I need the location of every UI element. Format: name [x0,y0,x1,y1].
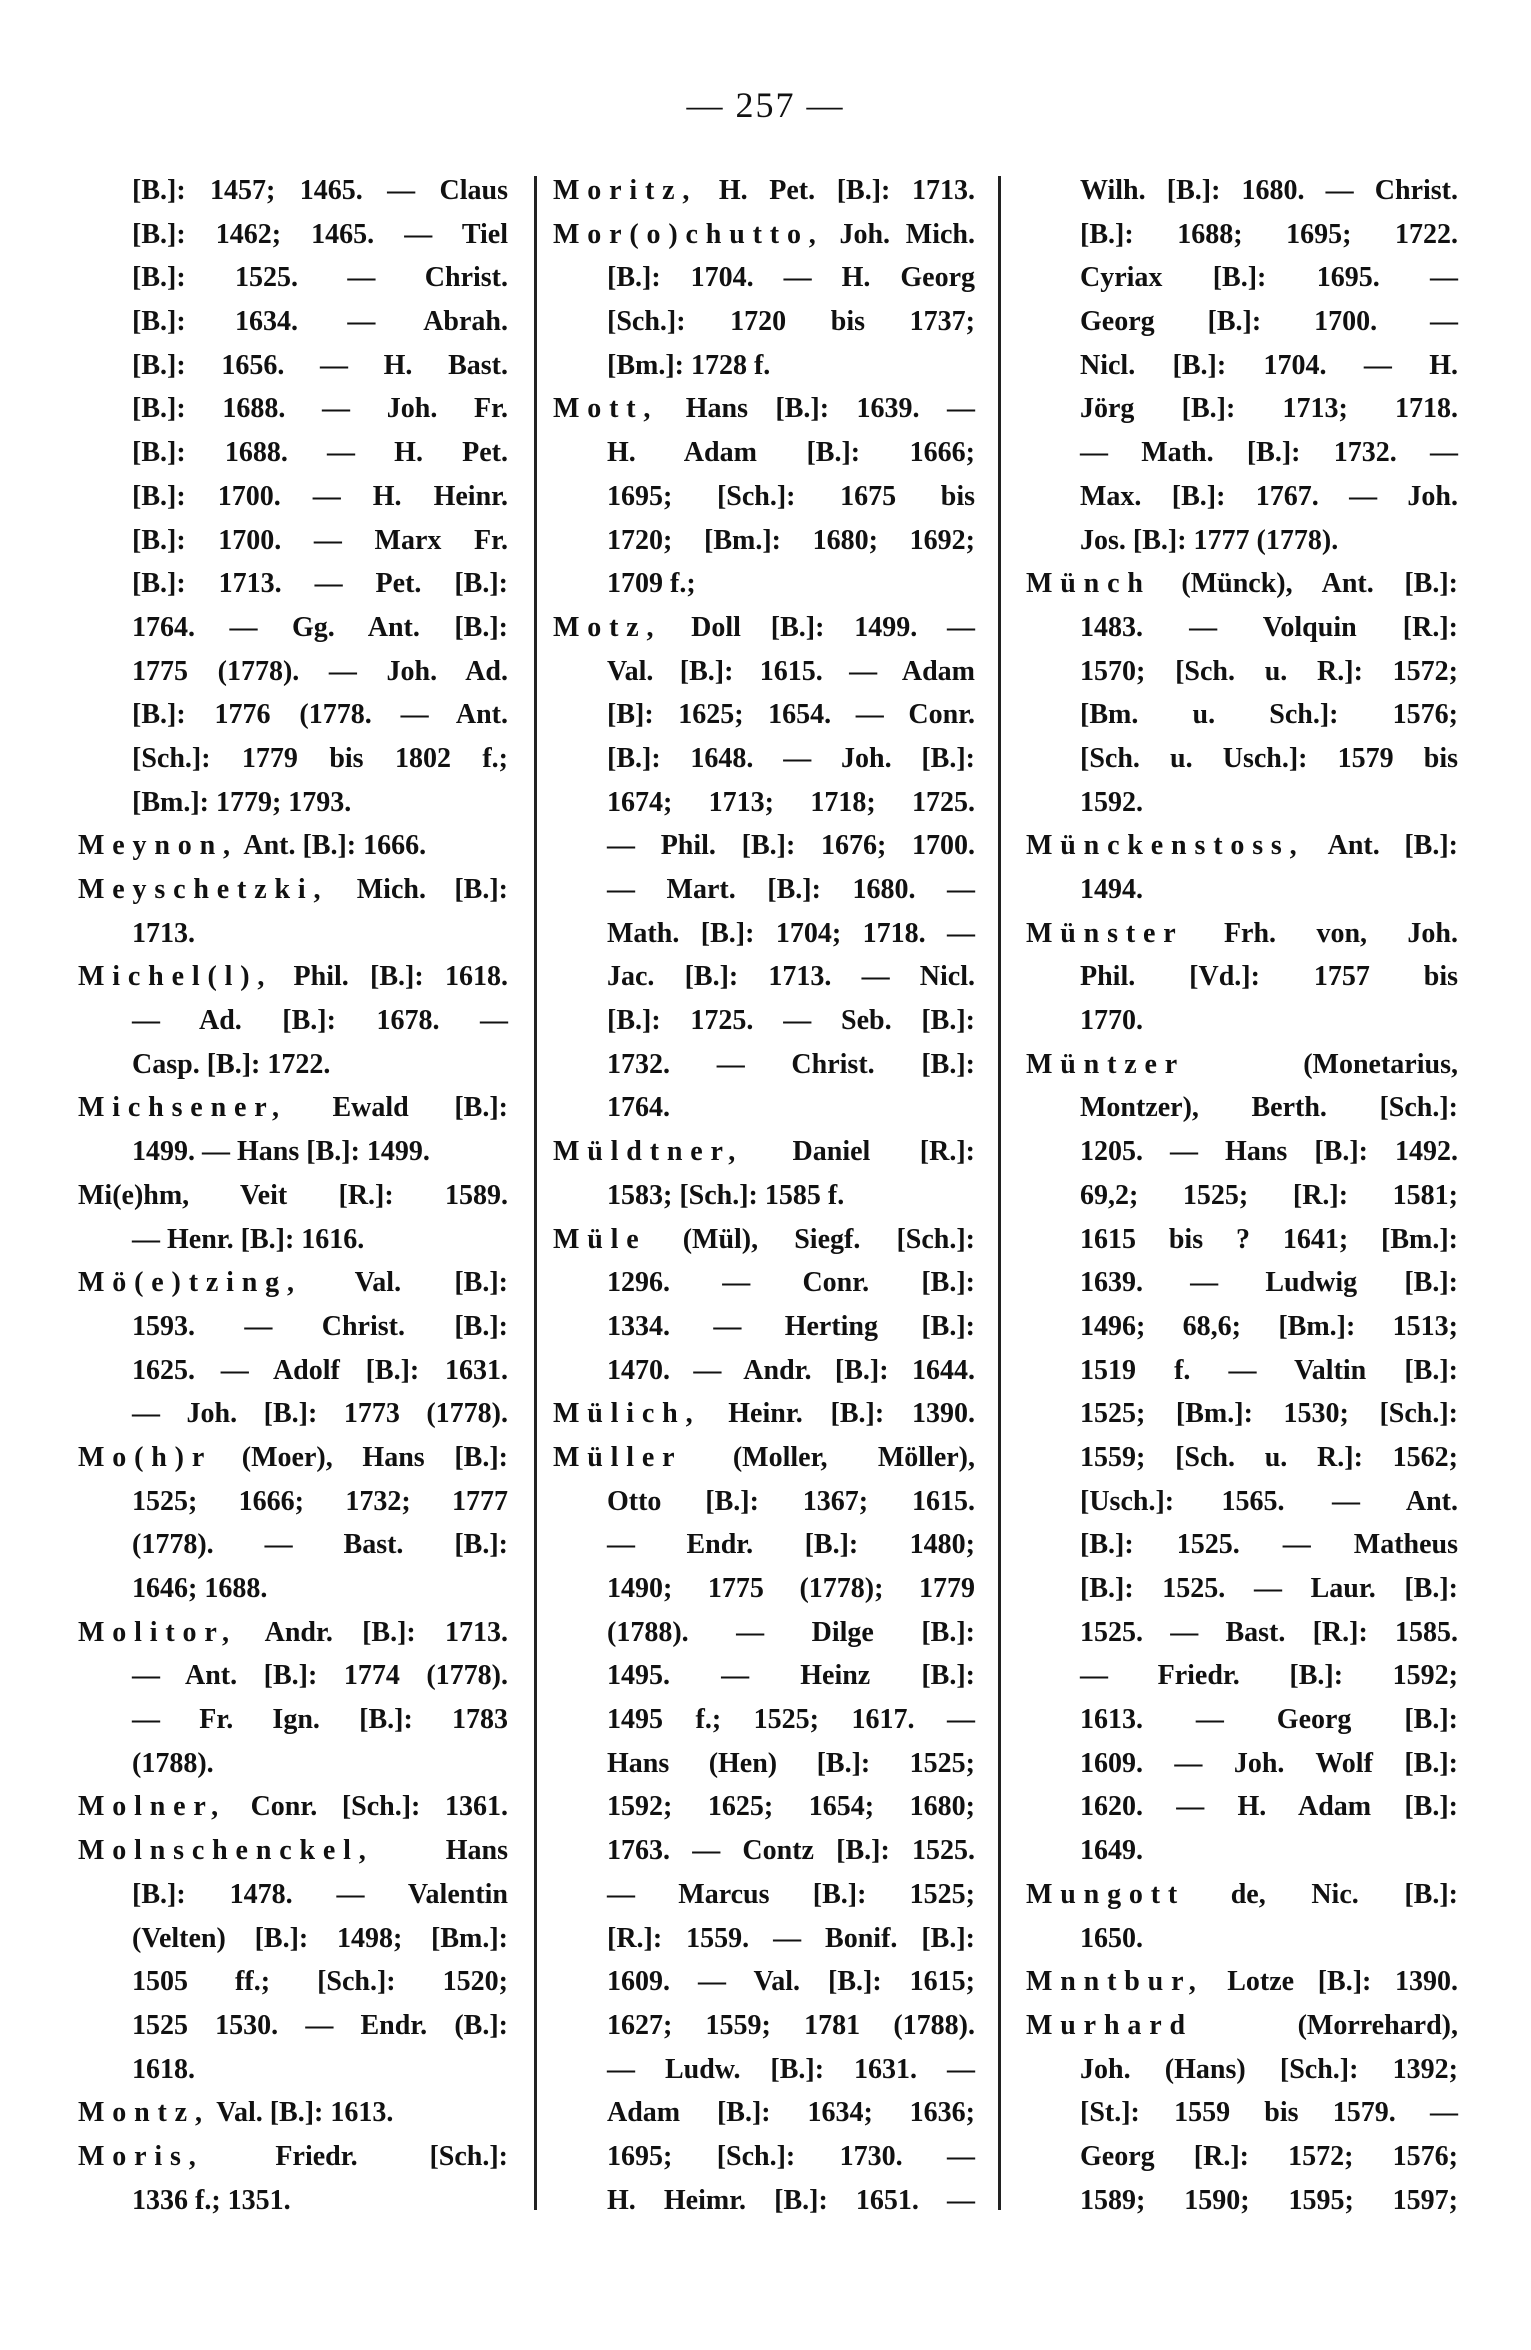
entry-surname: Moritz, [553,175,698,206]
entry-line: [B.]: 1688. — Joh. Fr. [132,393,508,425]
entry-text: 1583; [Sch.]: 1585 f. [607,1179,845,1211]
entry-line: Georg [R.]: 1572; 1576; [1080,2140,1458,2172]
entry-line: [B.]: 1525. — Christ. [132,262,508,294]
entry-line: Math. [B.]: 1704; 1718. — [607,917,975,949]
entry-line: Wilh. [B.]: 1680. — Christ. [1080,175,1458,206]
entry-head-line [1026,1873,1458,1917]
entry-head-line [553,169,975,213]
entry-line: 1609. — Val. [B.]: 1615; [607,1966,975,1998]
entry-head-line [1026,2004,1458,2048]
entry-line: Otto [B.]: 1367; 1615. [607,1485,975,1517]
entry-line: Jörg [B.]: 1713; 1718. [1080,393,1458,425]
entry-line: 1525; 1666; 1732; 1777 [132,1485,508,1517]
entry-line: 1589; 1590; 1595; 1597; [1080,2184,1458,2216]
entry-line: [B.]: 1648. — Joh. [B.]: [607,742,975,774]
entry-surname: Moris, [78,2140,204,2172]
entry-line: [Sch.]: 1720 bis 1737; [607,306,975,338]
entry-text: 1646; 1688. [132,1573,268,1604]
entry-head-line [1026,1960,1458,2004]
entry-head-line [78,824,508,868]
entry-surname: Mungott [1026,1878,1186,1910]
entry-line: (1778). — Bast. [B.]: [132,1529,508,1561]
entry-text: Phil. [B.]: 1618. [272,961,508,993]
entry-line: 69,2; 1525; [R.]: 1581; [1080,1179,1458,1211]
entry-text: (Mül), Siegf. [Sch.]: [646,1223,975,1255]
entry-head-line [1026,824,1458,868]
entry-head-line [553,606,975,650]
entry-surname: Meyschetzki, [78,874,329,905]
entry-text: Andr. [B.]: 1713. [236,1616,508,1648]
entry-line: [B.]: 1525. — Matheus [1080,1529,1458,1561]
entry-surname: Murhard [1026,2009,1193,2041]
entry-line [553,562,975,606]
entry-line: 1205. — Hans [B.]: 1492. [1080,1136,1458,1168]
entry-line: [R.]: 1559. — Bonif. [B.]: [607,1922,975,1954]
entry-line: Phil. [Vd.]: 1757 bis [1080,961,1458,993]
entry-line: 1490; 1775 (1778); 1779 [607,1573,975,1604]
entry-line: [B.]: 1525. — Laur. [B.]: [1080,1573,1458,1604]
entry-text: 1494. [1080,874,1143,905]
entry-line [1026,999,1458,1043]
entry-surname: Mülich, [553,1398,701,1430]
entry-text: Friedr. [Sch.]: [203,2140,508,2172]
entry-head-line [78,955,508,999]
entry-text: Doll [B.]: 1499. — [661,611,975,643]
entry-line: [B.]: 1457; 1465. — Claus [132,175,508,206]
entry-head-line [78,2135,508,2179]
entry-line: 1615 bis ? 1641; [Bm.]: [1080,1223,1458,1255]
entry-line: 1695; [Sch.]: 1675 bis [607,480,975,512]
entry-line: — Joh. [B.]: 1773 (1778). [132,1398,508,1430]
entry-surname: Müldtner, [553,1136,744,1168]
entry-line: — Math. [B.]: 1732. — [1080,437,1458,469]
entry-surname: Motz, [553,611,662,643]
entry-line: 1639. — Ludwig [B.]: [1080,1267,1458,1299]
entry-head-line [553,1436,975,1480]
entry-head-line [78,1174,508,1218]
entry-text: Lotze [B.]: 1390. [1203,1966,1458,1998]
entry-line: 1764. — Gg. Ant. [B.]: [132,611,508,643]
entry-line [78,2048,508,2092]
entry-text: (Monetarius, [1185,1048,1458,1080]
entry-surname: Mott, [553,393,659,425]
entry-text: Val. [B.]: 1613. [209,2097,394,2129]
entry-line: Montzer), Berth. [Sch.]: [1080,1092,1458,1124]
entry-surname: Müle [553,1223,647,1255]
entry-text: Ewald [B.]: [286,1092,508,1124]
entry-text: 1499. — Hans [B.]: 1499. [132,1136,430,1168]
entry-text: (Moller, Möller), [682,1441,975,1473]
entry-line: (Velten) [B.]: 1498; [Bm.]: [132,1922,508,1954]
entry-text: Casp. [B.]: 1722. [132,1048,331,1080]
entry-line: 1519 f. — Valtin [B.]: [1080,1354,1458,1386]
entry-line: Georg [B.]: 1700. — [1080,306,1458,338]
entry-line [553,1086,975,1130]
entry-surname: Mnntbur, [1026,1966,1204,1998]
entry-head-line [1026,912,1458,956]
entry-line: [St.]: 1559 bis 1579. — [1080,2097,1458,2129]
entry-surname: Münster [1026,917,1184,949]
entry-line [1026,1829,1458,1873]
entry-line [78,1218,508,1262]
entry-head-line [78,1785,508,1829]
entry-text: 1709 f.; [607,568,696,600]
entry-surname: Molnschenckel, [78,1835,374,1867]
entry-surname: Montz, [78,2097,210,2129]
entry-head-line [78,2091,508,2135]
entry-text: Hans [373,1835,508,1867]
index-column-3 [1026,169,1458,2222]
entry-line: 1495. — Heinz [B.]: [607,1660,975,1692]
entry-text: 1770. [1080,1005,1143,1037]
entry-text: 1618. [132,2053,195,2085]
entry-text: 1336 f.; 1351. [132,2184,291,2216]
entry-line: [B.]: 1478. — Valentin [132,1878,508,1910]
entry-surname: Mö(e)tzing, [78,1267,302,1299]
entry-line: H. Adam [B.]: 1666; [607,437,975,469]
entry-text: (Morrehard), [1192,2009,1458,2041]
entry-line: — Endr. [B.]: 1480; [607,1529,975,1561]
entry-text: Ant. [B.]: [1304,830,1458,862]
entry-text: [Bm.]: 1779; 1793. [132,786,352,818]
entry-line: 1470. — Andr. [B.]: 1644. [607,1354,975,1386]
entry-line: Joh. (Hans) [Sch.]: 1392; [1080,2053,1458,2085]
entry-line: 1613. — Georg [B.]: [1080,1704,1458,1736]
entry-text: [Bm.]: 1728 f. [607,349,771,381]
entry-line: 1559; [Sch. u. R.]: 1562; [1080,1441,1458,1473]
entry-text: (1788). [132,1747,214,1779]
entry-head-line [553,1392,975,1436]
entry-line: [B.]: 1713. — Pet. [B.]: [132,568,508,600]
column-divider [998,176,1001,2210]
entry-head-line [1026,1043,1458,1087]
entry-text: (Moer), Hans [B.]: [212,1441,508,1473]
entry-line: [Bm. u. Sch.]: 1576; [1080,699,1458,731]
entry-line: (1788). — Dilge [B.]: [607,1616,975,1648]
entry-line: — Ad. [B.]: 1678. — [132,1005,508,1037]
entry-line: — Ludw. [B.]: 1631. — [607,2053,975,2085]
entry-line: [B.]: 1462; 1465. — Tiel [132,218,508,250]
entry-line: Val. [B.]: 1615. — Adam [607,655,975,687]
entry-surname: Mo(h)r [78,1441,213,1473]
entry-line: — Marcus [B.]: 1525; [607,1878,975,1910]
entry-line: [B.]: 1700. — Marx Fr. [132,524,508,556]
entry-line: Max. [B.]: 1767. — Joh. [1080,480,1458,512]
entry-line: [B.]: 1688; 1695; 1722. [1080,218,1458,250]
entry-line: 1495 f.; 1525; 1617. — [607,1704,975,1736]
entry-line: 1620. — H. Adam [B.]: [1080,1791,1458,1823]
entry-line: [B.]: 1776 (1778. — Ant. [132,699,508,731]
entry-line: [Usch.]: 1565. — Ant. [1080,1485,1458,1517]
entry-line: 1763. — Contz [B.]: 1525. [607,1835,975,1867]
entry-line [78,1742,508,1786]
page-number: — 257 — [686,85,845,125]
entry-head-line [78,1261,508,1305]
entry-surname: Molitor, [78,1616,237,1648]
entry-line: Jac. [B.]: 1713. — Nicl. [607,961,975,993]
entry-surname: Mor(o)chutto, [553,218,824,250]
entry-head-line [553,1130,975,1174]
entry-line: 1334. — Herting [B.]: [607,1310,975,1342]
entry-line: 1674; 1713; 1718; 1725. [607,786,975,818]
entry-line: [Sch.]: 1779 bis 1802 f.; [132,742,508,774]
entry-head-line [78,1436,508,1480]
entry-line: 1625. — Adolf [B.]: 1631. [132,1354,508,1386]
entry-line: [B.]: 1634. — Abrah. [132,306,508,338]
entry-head-line [1026,562,1458,606]
entry-line [78,912,508,956]
entry-text: de, Nic. [B.]: [1185,1878,1458,1910]
entry-text: 1649. [1080,1835,1143,1867]
entry-line: 1732. — Christ. [B.]: [607,1048,975,1080]
column-divider [534,176,537,2210]
entry-line: 1593. — Christ. [B.]: [132,1310,508,1342]
entry-line: — Phil. [B.]: 1676; 1700. [607,830,975,862]
entry-line: — Ant. [B.]: 1774 (1778). [132,1660,508,1692]
entry-line: [B.]: 1656. — H. Bast. [132,349,508,381]
entry-head-line [78,1829,508,1873]
entry-text: Jos. [B.]: 1777 (1778). [1080,524,1339,556]
entry-head-line [78,1611,508,1655]
entry-surname: Müntzer [1026,1048,1186,1080]
entry-surname: Münckenstoss, [1026,830,1305,862]
entry-line: 1695; [Sch.]: 1730. — [607,2140,975,2172]
entry-line: Cyriax [B.]: 1695. — [1080,262,1458,294]
entry-line [1026,781,1458,825]
entry-line: 1570; [Sch. u. R.]: 1572; [1080,655,1458,687]
entry-surname: Münch [1026,568,1151,600]
entry-line [553,344,975,388]
entry-text: Val. [B.]: [301,1267,508,1299]
entry-line: 1720; [Bm.]: 1680; 1692; [607,524,975,556]
entry-line: H. Heimr. [B.]: 1651. — [607,2184,975,2216]
entry-line [1026,868,1458,912]
entry-line: — Mart. [B.]: 1680. — [607,874,975,905]
entry-line: [B.]: 1688. — H. Pet. [132,437,508,469]
entry-text: 1592. [1080,786,1143,818]
entry-line: 1775 (1778). — Joh. Ad. [132,655,508,687]
entry-line: [B.]: 1725. — Seb. [B.]: [607,1005,975,1037]
entry-text: Frh. von, Joh. [1183,917,1458,949]
entry-line: 1496; 68,6; [Bm.]: 1513; [1080,1310,1458,1342]
entry-surname: Müller [553,1441,683,1473]
entry-line [553,1174,975,1218]
entry-line: [B.]: 1700. — H. Heinr. [132,480,508,512]
entry-surname: Molner, [78,1791,226,1823]
entry-line: 1505 ff.; [Sch.]: 1520; [132,1966,508,1998]
entry-line [78,1130,508,1174]
entry-line: [Sch. u. Usch.]: 1579 bis [1080,742,1458,774]
entry-head-line [78,868,508,912]
index-column-2 [553,169,975,2222]
entry-line: Hans (Hen) [B.]: 1525; [607,1747,975,1779]
entry-line: 1609. — Joh. Wolf [B.]: [1080,1747,1458,1779]
entry-text: Mich. [B.]: [328,874,508,905]
entry-text: 1713. [132,917,195,949]
index-column-1 [78,169,508,2222]
entry-text: Heinr. [B.]: 1390. [700,1398,975,1430]
entry-text: Hans [B.]: 1639. — [658,393,975,425]
entry-surname: Michel(l), [78,961,273,993]
entry-line: [B]: 1625; 1654. — Conr. [607,699,975,731]
entry-surname: Meynon, [78,830,238,862]
entry-text: 1764. [607,1092,670,1124]
entry-head-line [553,213,975,257]
entry-surname: Mi(e)hm, [78,1179,190,1211]
entry-line: 1627; 1559; 1781 (1788). [607,2009,975,2041]
entry-surname: Michsener, [78,1092,287,1124]
entry-text: — Henr. [B.]: 1616. [132,1223,365,1255]
entry-line: 1525 1530. — Endr. (B.]: [132,2009,508,2041]
entry-text: Veit [R.]: 1589. [189,1179,508,1211]
entry-line: 1592; 1625; 1654; 1680; [607,1791,975,1823]
entry-head-line [553,387,975,431]
entry-text: Ant. [B.]: 1666. [237,830,427,862]
entry-line [78,1567,508,1611]
entry-line: — Friedr. [B.]: 1592; [1080,1660,1458,1692]
entry-text: Daniel [R.]: [743,1136,975,1168]
entry-line: Nicl. [B.]: 1704. — H. [1080,349,1458,381]
entry-line: Adam [B.]: 1634; 1636; [607,2097,975,2129]
entry-line [1026,519,1458,563]
entry-head-line [553,1218,975,1262]
entry-line [78,2179,508,2223]
entry-text: (Münck), Ant. [B.]: [1150,568,1458,600]
entry-line: 1525. — Bast. [R.]: 1585. [1080,1616,1458,1648]
entry-line: 1525; [Bm.]: 1530; [Sch.]: [1080,1398,1458,1430]
entry-text: 1650. [1080,1922,1143,1954]
entry-line: 1296. — Conr. [B.]: [607,1267,975,1299]
entry-text: Joh. Mich. [823,218,975,250]
entry-line: — Fr. Ign. [B.]: 1783 [132,1704,508,1736]
entry-line [1026,1917,1458,1961]
entry-head-line [78,1086,508,1130]
entry-text: H. Pet. [B.]: 1713. [697,175,975,206]
entry-line: [B.]: 1704. — H. Georg [607,262,975,294]
entry-line: 1483. — Volquin [R.]: [1080,611,1458,643]
entry-text: Conr. [Sch.]: 1361. [225,1791,508,1823]
entry-line [78,1043,508,1087]
entry-line [78,781,508,825]
